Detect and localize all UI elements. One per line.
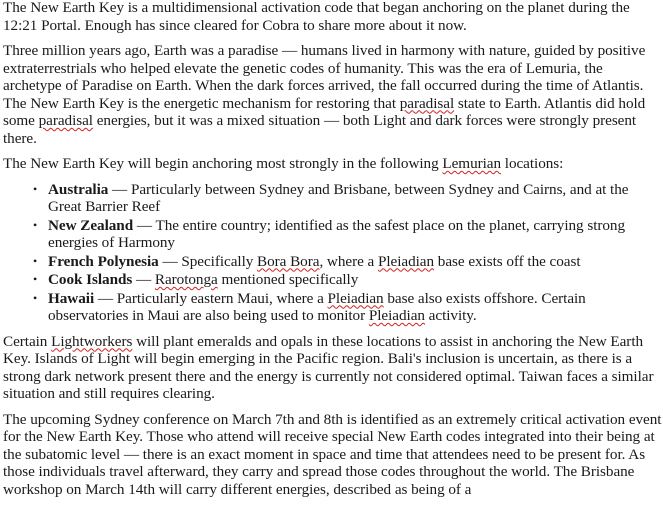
misspelled-word[interactable]: Rarotonga <box>154 271 218 288</box>
bullet-icon: • <box>33 290 38 305</box>
paragraph-conference <box>3 411 663 499</box>
location-name: New Zealand <box>48 216 134 234</box>
location-description: — Particularly eastern Maui, where a <box>94 289 328 307</box>
paragraph-lightworkers-text-a: Certain <box>3 332 52 350</box>
location-description: — <box>132 271 155 288</box>
misspelled-word[interactable]: Pleiadian <box>327 289 384 307</box>
misspelled-word[interactable]: paradisal <box>399 94 455 112</box>
misspelled-word[interactable]: Lightworkers <box>51 332 133 350</box>
misspelled-word[interactable]: Bora Bora <box>257 252 320 270</box>
location-description: base also exists offshore. Certain observatories in Maui are also being used to monitor <box>48 289 586 324</box>
location-description: activity. <box>424 307 477 324</box>
paragraph-history-text-b: state to Earth. Atlantis did hold some <box>3 94 646 129</box>
location-description: , where a <box>319 252 378 270</box>
misspelled-word[interactable]: Pleiadian <box>377 252 435 270</box>
location-name: French Polynesia <box>48 252 159 270</box>
location-name: Australia <box>48 180 109 198</box>
bullet-icon: • <box>33 272 38 286</box>
location-description: base exists off the coast <box>434 252 581 270</box>
paragraph-history-text-a: Three million years ago, Earth was a paradise — humans lived in harmony with nature, guided by positive extraterrestrials who helped elevate the genetic codes of humanity. This was the era of Lemuria, the archetype of Paradise on Earth. When the dark forces arrived, the fall occurred during the time of Atlantis. The New Earth Key is the energetic mechanism for restoring that <box>3 42 646 112</box>
paragraph-lightworkers-text-b: will plant emeralds and opals in these locations to assist in anchoring the New Earth Key. Islands of Light will begin emerging in the Pacific region. Bali's inclusion is uncertain, as there is a strong dark network present there and the energy is currently not considered optimal. Taiwan faces a similar situation and still requires clearing. <box>3 332 654 402</box>
misspelled-word[interactable]: Pleiadian <box>368 307 425 324</box>
paragraph-locations-text-a: The New Earth Key will begin anchoring most strongly in the following <box>3 155 443 172</box>
misspelled-word[interactable]: paradisal <box>38 112 93 129</box>
paragraph-intro <box>3 0 663 34</box>
location-description: mentioned specifically <box>217 271 359 288</box>
location-description: — Particularly between Sydney and Brisbane, between Sydney and Cairns, and at the Great Barrier Reef <box>48 180 629 215</box>
paragraph-history <box>3 42 663 147</box>
list-item-australia <box>3 181 663 216</box>
list-item-new-zealand <box>3 217 663 252</box>
location-description: — The entire country; identified as the safest place on the planet, carrying strong energies of Harmony <box>48 216 626 251</box>
list-item-hawaii <box>3 290 663 325</box>
list-item-cook-islands <box>3 271 663 289</box>
location-name: Hawaii <box>48 289 95 307</box>
bullet-icon: • <box>33 217 38 232</box>
paragraph-intro-text: The New Earth Key is a multidimensional activation code that began anchoring on the planet during the 12:21 Portal. Enough has since cleared for Cobra to share more about it now. <box>3 0 630 34</box>
paragraph-lightworkers <box>3 333 663 403</box>
list-item-french-polynesia <box>3 253 663 271</box>
location-description: — Specifically <box>158 252 258 270</box>
locations-list <box>3 181 663 325</box>
paragraph-history-text-c: energies, but it was a mixed situation — both Light and dark forces were strongly present there. <box>3 112 637 147</box>
paragraph-conference-text: The upcoming Sydney conference on March 7th and 8th is identified as an extremely critical activation event for the New Earth Key. Those who attend will receive special New Earth codes integrated into their being at the subatomic level — there is an exact moment in space and time that attendees need to be present for. As those individuals travel afterward, they carry and spread those codes throughout the world. The Brisbane workshop on March 14th will carry different energies, described as being of a <box>3 410 662 498</box>
paragraph-locations-text-b: locations: <box>501 155 564 172</box>
bullet-icon: • <box>33 181 38 196</box>
bullet-icon: • <box>33 253 38 268</box>
location-name: Cook Islands <box>48 271 133 288</box>
paragraph-locations-intro <box>3 155 663 173</box>
misspelled-word[interactable]: Lemurian <box>442 155 502 172</box>
